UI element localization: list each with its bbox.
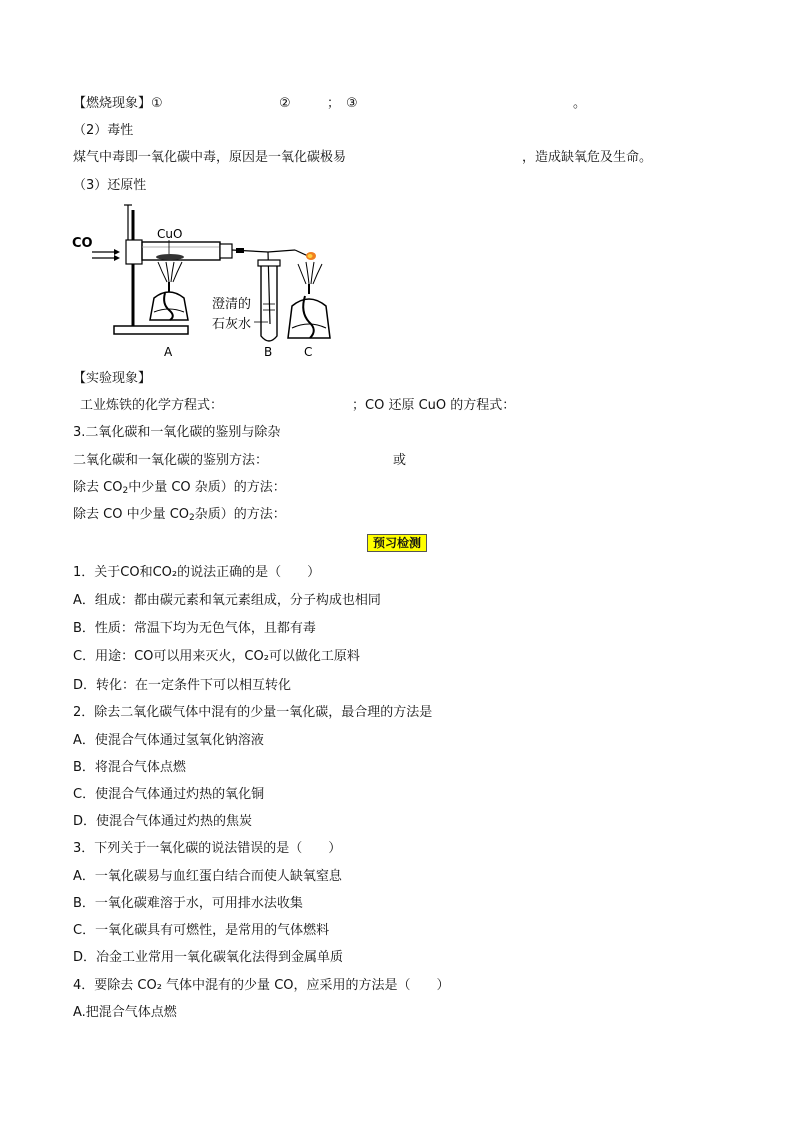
label-b: B bbox=[264, 345, 273, 359]
label-a: A bbox=[164, 345, 173, 359]
question-1-option-b: B．性质：常温下均为无色气体，且都有毒 bbox=[73, 621, 316, 636]
limewater-label-2: 石灰水 bbox=[212, 317, 252, 332]
toxicity-heading: （2）毒性 bbox=[73, 123, 134, 138]
remove-co2-from-co: 除去 CO 中少量 $CO_2$杂质）的方法： bbox=[73, 507, 286, 523]
remove-co-from-co2: 除去 $CO_2$中少量 CO 杂质）的方法： bbox=[73, 480, 286, 496]
co-inlet-label: CO bbox=[72, 236, 93, 251]
identify-or: 或 bbox=[393, 453, 407, 468]
question-3-option-b: B．一氧化碳难溶于水，可用排水法收集 bbox=[73, 896, 303, 911]
combustion-end: 。 bbox=[573, 96, 587, 111]
toxicity-text-b: ，造成缺氧危及生命。 bbox=[522, 150, 653, 165]
limewater-label-1: 澄清的 bbox=[212, 297, 252, 312]
toxicity-text-a: 煤气中毒即一氧化碳中毒，原因是一氧化碳极易 bbox=[73, 150, 347, 165]
reducibility-heading: （3）还原性 bbox=[73, 178, 147, 193]
label-c: C bbox=[304, 345, 313, 359]
question-1-option-a: A．组成：都由碳元素和氧元素组成，分子构成也相同 bbox=[73, 593, 381, 608]
question-2-option-d: D．使混合气体通过灼热的焦炭 bbox=[73, 814, 253, 829]
question-3-option-d: D．冶金工业常用一氧化碳氧化法得到金属单质 bbox=[73, 950, 344, 965]
question-3: 3．下列关于一氧化碳的说法错误的是（ ） bbox=[73, 841, 342, 856]
section-badge: 预习检测 bbox=[367, 534, 427, 552]
tube-stopper bbox=[220, 244, 232, 258]
co-reduce-cuo-label: ；CO 还原 CuO 的方程式： bbox=[352, 398, 516, 413]
co-reduction-apparatus-diagram bbox=[70, 200, 340, 365]
alcohol-lamp-c bbox=[288, 299, 330, 338]
section-3-heading: 3.二氧化碳和一氧化碳的鉴别与除杂 bbox=[73, 425, 281, 440]
combustion-blank-3: ③ bbox=[346, 96, 358, 111]
cuo-label: CuO bbox=[157, 227, 183, 241]
question-3-option-c: C．一氧化碳具有可燃性，是常用的气体燃料 bbox=[73, 923, 330, 938]
question-4: 4．要除去 CO₂ 气体中混有的少量 CO，应采用的方法是（ ） bbox=[73, 978, 450, 993]
question-1: 1．关于CO和CO₂的说法正确的是（ ） bbox=[73, 565, 321, 580]
question-2-option-a: A．使混合气体通过氢氧化钠溶液 bbox=[73, 733, 264, 748]
question-2: 2．除去二氧化碳气体中混有的少量一氧化碳，最合理的方法是 bbox=[73, 705, 433, 720]
question-2-option-c: C．使混合气体通过灼热的氧化铜 bbox=[73, 787, 265, 802]
combustion-label: 【燃烧现象】① bbox=[73, 96, 163, 111]
question-4-option-a: A.把混合气体点燃 bbox=[73, 1005, 177, 1020]
question-1-option-d: D．转化：在一定条件下可以相互转化 bbox=[73, 678, 292, 693]
stand-base bbox=[114, 326, 188, 334]
identify-method-label: 二氧化碳和一氧化碳的鉴别方法： bbox=[73, 453, 269, 468]
combustion-blank-2: ② bbox=[279, 96, 291, 111]
question-2-option-b: B．将混合气体点燃 bbox=[73, 760, 186, 775]
combustion-semicolon: ； bbox=[327, 96, 341, 111]
experiment-phenomenon: 【实验现象】 bbox=[73, 371, 152, 386]
question-1-option-c: C．用途：CO可以用来灭火，CO₂可以做化工原料 bbox=[73, 649, 360, 664]
iron-equation-label: 工业炼铁的化学方程式： bbox=[80, 398, 224, 413]
alcohol-lamp-a bbox=[150, 292, 188, 320]
question-3-option-a: A．一氧化碳易与血红蛋白结合而使人缺氧窒息 bbox=[73, 869, 342, 884]
